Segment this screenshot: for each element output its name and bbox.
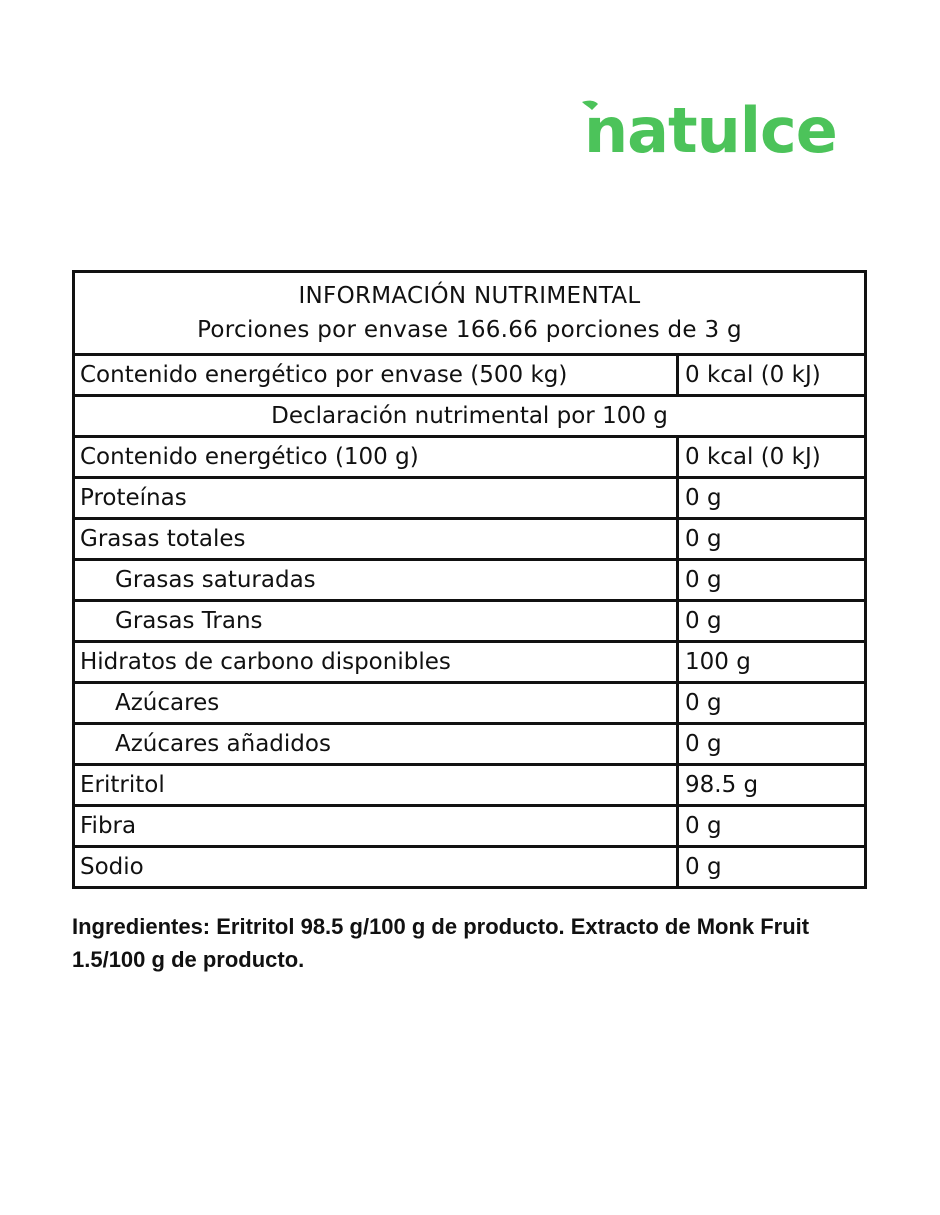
energy-per-package-label: Contenido energético por envase (500 kg) <box>75 356 679 394</box>
nutrient-value: 0 g <box>685 813 722 839</box>
nutrient-label: Grasas saturadas <box>75 561 679 599</box>
declaration-row: Declaración nutrimental por 100 g <box>75 394 864 435</box>
nutrient-value: 0 g <box>685 485 722 511</box>
brand-wordmark: natulce <box>584 94 837 167</box>
table-row <box>75 804 864 845</box>
nutrient-value: 0 g <box>685 567 722 593</box>
energy-per-package-value: 0 kcal (0 kJ) <box>685 362 821 388</box>
ingredients-text: Ingredientes: Eritritol 98.5 g/100 g de producto. Extracto de Monk Fruit 1.5/100 g de producto. <box>72 914 810 972</box>
nutrient-label: Grasas Trans <box>75 602 679 640</box>
table-header <box>75 273 864 353</box>
servings-per-package: Porciones por envase 166.66 porciones de 3 g <box>197 317 742 343</box>
nutrient-value: 0 g <box>685 608 722 634</box>
table-row <box>75 558 864 599</box>
nutrient-value: 0 kcal (0 kJ) <box>685 444 821 470</box>
table-title: INFORMACIÓN NUTRIMENTAL <box>298 283 641 309</box>
nutrient-label: Grasas totales <box>75 520 679 558</box>
nutrition-facts-table <box>72 270 867 889</box>
table-row <box>75 722 864 763</box>
energy-per-package-row <box>75 353 864 394</box>
nutrient-label: Fibra <box>75 807 679 845</box>
table-row <box>75 476 864 517</box>
nutrient-label: Eritritol <box>75 766 679 804</box>
nutrient-label: Azúcares <box>75 684 679 722</box>
table-row <box>75 763 864 804</box>
table-row <box>75 435 864 476</box>
nutrient-label: Proteínas <box>75 479 679 517</box>
nutrient-label: Sodio <box>75 848 679 886</box>
nutrient-value: 98.5 g <box>685 772 759 798</box>
nutrient-label: Contenido energético (100 g) <box>75 438 679 476</box>
nutrient-value: 0 g <box>685 854 722 880</box>
nutrient-label: Azúcares añadidos <box>75 725 679 763</box>
table-row <box>75 517 864 558</box>
nutrient-value: 0 g <box>685 731 722 757</box>
brand-logo <box>578 88 848 168</box>
table-row <box>75 640 864 681</box>
nutrient-value: 100 g <box>685 649 751 675</box>
nutrient-value: 0 g <box>685 690 722 716</box>
table-row <box>75 845 864 886</box>
table-row <box>75 599 864 640</box>
nutrient-label: Hidratos de carbono disponibles <box>75 643 679 681</box>
table-row <box>75 681 864 722</box>
nutrient-value: 0 g <box>685 526 722 552</box>
